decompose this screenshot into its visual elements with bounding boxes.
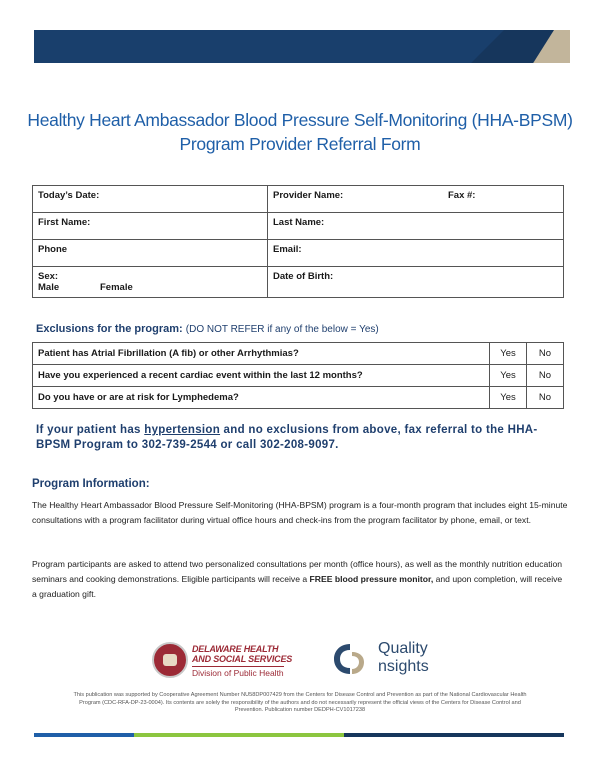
sex-field[interactable]: Sex: Male Female [33, 267, 268, 298]
exclusion-yes-option[interactable]: Yes [490, 365, 527, 387]
banner-navy-accent [34, 30, 504, 63]
email-field[interactable]: Email: [268, 240, 564, 267]
funding-footnote: This publication was supported by Cooperative Agreement Number NU58DP007429 from the Centers for Disease Control and Prevention as part of the National Cardiovascular Health Program (CDC-RFA-DP-23-0004). Its contents are solely the responsibility of the authors and do not necessarily represent the official views of the Centers for Disease Control and Prevention. Publication number DEDPH-CV1017238 [73, 692, 527, 713]
exclusion-question: Have you experienced a recent cardiac event within the last 12 months? [33, 365, 490, 387]
dhss-logo: DELAWARE HEALTH AND SOCIAL SERVICES Division of Public Health [152, 642, 302, 678]
provider-name-field[interactable]: Provider Name: Fax #: [268, 186, 564, 213]
program-info-paragraph-1: The Healthy Heart Ambassador Blood Pressure Self-Monitoring (HHA-BPSM) program is a four-month program that includes eight 15-minute consultations with a program facilitator during virtual office hours and check-ins from the program facilitator by phone, email, or text. [32, 500, 568, 525]
exclusions-table [32, 342, 564, 409]
todays-date-field[interactable]: Today’s Date: [33, 186, 268, 213]
page-title [0, 108, 600, 156]
exclusion-row [33, 387, 564, 409]
hypertension-emphasis: hypertension [144, 424, 221, 436]
date-of-birth-field[interactable]: Date of Birth: [268, 267, 564, 298]
quality-insights-logo: Quality nsights [332, 640, 442, 680]
footer-bar-navy [344, 733, 564, 737]
first-name-field[interactable]: First Name: [33, 213, 268, 240]
referral-instructions: If your patient has hypertension and no exclusions from above, fax referral to the HHA-BPSM Program to 302-739-2544 or call 302-208-9097. [36, 424, 538, 451]
exclusion-row [33, 343, 564, 365]
program-info-heading: Program Information: [32, 478, 150, 490]
footer-bar-green [134, 733, 344, 737]
exclusions-heading: Exclusions for the program: (DO NOT REFER if any of the below = Yes) [36, 323, 379, 335]
exclusion-question: Patient has Atrial Fibrillation (A fib) or other Arrhythmias? [33, 343, 490, 365]
exclusion-row [33, 365, 564, 387]
footer-color-bar [34, 733, 564, 737]
exclusion-question: Do you have or are at risk for Lymphedema? [33, 387, 490, 409]
exclusion-yes-option[interactable]: Yes [490, 387, 527, 409]
last-name-field[interactable]: Last Name: [268, 213, 564, 240]
delaware-seal-icon [152, 642, 188, 678]
title-line-1: Healthy Heart Ambassador Blood Pressure Self-Monitoring (HHA-BPSM) [27, 110, 573, 130]
sex-option-female[interactable]: Female [100, 282, 133, 293]
sex-option-male[interactable]: Male [38, 282, 60, 293]
program-info-paragraph-2: Program participants are asked to attend two personalized consultations per month (office hours), as well as the monthly nutrition education seminars and cooking demonstrations. Eligible participants will receive a FREE blood pressure monitor, and upon completion, will receive a graduation gift. [32, 559, 563, 599]
exclusion-no-option[interactable]: No [527, 343, 564, 365]
phone-field[interactable]: Phone [33, 240, 268, 267]
logos-row [152, 640, 452, 680]
title-line-2: Program Provider Referral Form [179, 134, 421, 154]
exclusion-no-option[interactable]: No [527, 387, 564, 409]
footer-bar-blue [34, 733, 134, 737]
quality-insights-mark-icon [332, 642, 368, 676]
fax-label: Fax #: [448, 190, 476, 201]
exclusion-yes-option[interactable]: Yes [490, 343, 527, 365]
header-banner [34, 30, 570, 63]
referral-form-table [32, 185, 564, 298]
exclusion-no-option[interactable]: No [527, 365, 564, 387]
